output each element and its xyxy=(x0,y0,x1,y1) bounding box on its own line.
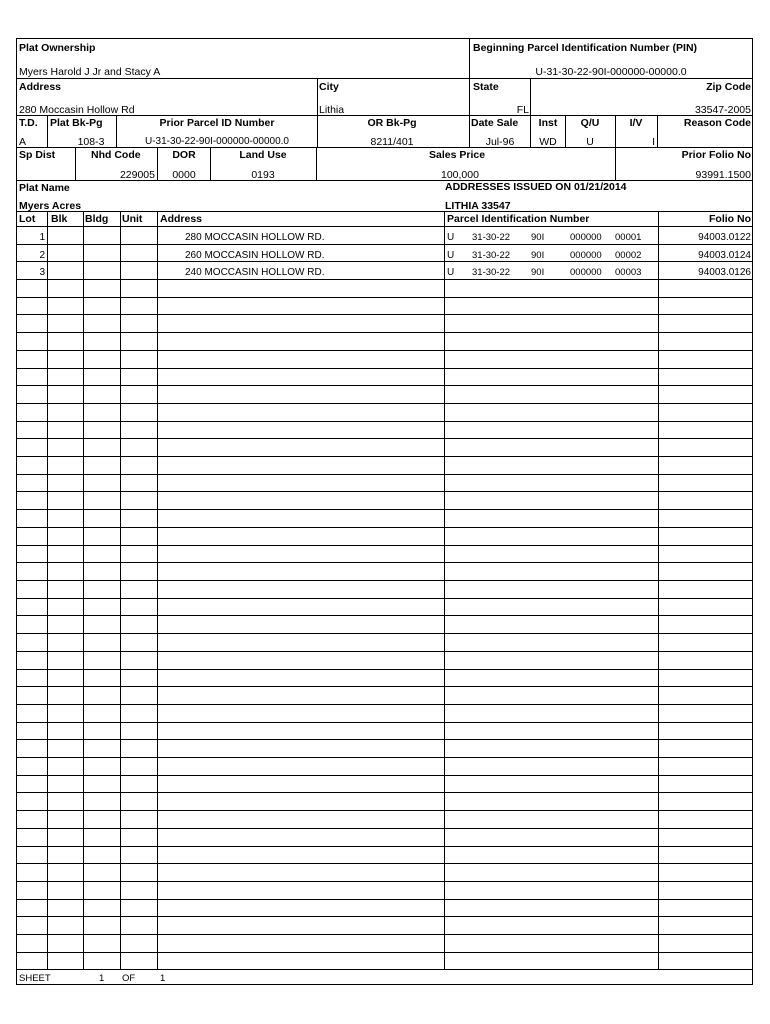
prior-folio-label: Prior Folio No xyxy=(681,149,751,161)
rule-line xyxy=(17,739,752,740)
rule-line xyxy=(565,115,566,147)
rule-line xyxy=(615,115,616,147)
rule-line xyxy=(83,211,84,969)
rule-line xyxy=(17,474,752,475)
divider xyxy=(17,180,752,181)
row-pin-blk: 000000 xyxy=(570,250,602,261)
plat-name-label: Plat Name xyxy=(19,182,70,194)
dor-label: DOR xyxy=(172,149,196,161)
rule-line xyxy=(17,846,752,847)
rule-line xyxy=(17,863,752,864)
rule-line xyxy=(116,115,117,147)
divider xyxy=(17,147,752,148)
row-address: 240 MOCCASIN HOLLOW RD. xyxy=(185,267,325,278)
issued-line: ADDRESSES ISSUED ON 01/21/2014 xyxy=(445,181,627,193)
row-pin-prefix: U xyxy=(447,250,455,261)
sheet-label: SHEET xyxy=(19,973,51,984)
inst-label: Inst xyxy=(538,117,558,129)
rule-line xyxy=(17,226,752,227)
rule-line xyxy=(17,385,752,386)
row-pin-str: 31-30-22 xyxy=(472,250,511,261)
nhd-code-value: 229005 xyxy=(119,169,155,181)
city-value: Lithia xyxy=(319,104,345,116)
row-pin-lot: 00002 xyxy=(615,250,642,261)
rule-line xyxy=(317,115,318,147)
rule-line xyxy=(17,669,752,670)
address-label: Address xyxy=(19,81,62,93)
beginning-pin: U-31-30-22-90I-000000-00000.0 xyxy=(535,66,687,78)
rule-line xyxy=(17,244,752,245)
iv-label: I/V xyxy=(629,117,643,129)
rule-line xyxy=(17,598,752,599)
rule-line xyxy=(17,314,752,315)
prior-parcel-value: U-31-30-22-90I-000000-00000.0 xyxy=(145,136,289,147)
prior-folio-value: 93991.1500 xyxy=(695,169,751,181)
dor-value: 0000 xyxy=(172,169,196,181)
rule-line xyxy=(317,78,318,115)
row-pin-lot: 00003 xyxy=(615,267,642,278)
or-bk-pg-label: OR Bk-Pg xyxy=(367,117,417,129)
row-folio: 94003.0124 xyxy=(698,250,751,261)
land-use-label: Land Use xyxy=(239,149,287,161)
plat-bk-pg-value: 108-3 xyxy=(77,136,105,148)
row-folio: 94003.0126 xyxy=(698,267,751,278)
rule-line xyxy=(17,350,752,351)
rule-line xyxy=(444,211,445,969)
rule-line xyxy=(17,633,752,634)
nhd-code-label: Nhd Code xyxy=(91,149,141,161)
or-bk-pg-value: 8211/401 xyxy=(370,136,414,148)
rule-line xyxy=(75,147,76,180)
reason-code-label: Reason Code xyxy=(683,117,751,129)
rule-line xyxy=(17,403,752,404)
sp-dist-label: Sp Dist xyxy=(19,149,56,161)
zip-value: 33547-2005 xyxy=(694,104,751,116)
rule-line xyxy=(17,810,752,811)
inst-value: WD xyxy=(539,136,557,148)
pin-label: Beginning Parcel Identification Number (PIN) xyxy=(473,42,698,54)
rule-line xyxy=(17,297,752,298)
rule-line xyxy=(17,261,752,262)
rule-line xyxy=(47,115,48,147)
row-pin-prefix: U xyxy=(447,267,455,278)
date-sale-value: Jul-96 xyxy=(485,136,515,148)
rule-line xyxy=(17,952,752,953)
date-sale-label: Date Sale xyxy=(471,117,519,129)
owner-name: Myers Harold J Jr and Stacy A xyxy=(19,66,161,78)
rule-line xyxy=(17,881,752,882)
plat-bk-pg-label: Plat Bk-Pg xyxy=(50,117,103,129)
zip-label: Zip Code xyxy=(706,81,751,93)
td-value: A xyxy=(19,136,27,148)
city-label: City xyxy=(319,81,339,93)
col-unit: Unit xyxy=(122,213,143,225)
rule-line xyxy=(17,775,752,776)
rule-line xyxy=(210,147,211,180)
of-label: OF xyxy=(122,973,136,984)
sheet-total: 1 xyxy=(160,973,166,984)
rule-line xyxy=(17,704,752,705)
rule-line xyxy=(17,969,752,970)
plat-ownership-label: Plat Ownership xyxy=(19,42,96,54)
rule-line xyxy=(17,562,752,563)
rule-line xyxy=(17,899,752,900)
iv-value: I xyxy=(652,136,655,148)
rule-line xyxy=(657,115,658,147)
col-blk: Blk xyxy=(51,213,68,225)
rule-line xyxy=(17,828,752,829)
col-lot: Lot xyxy=(19,213,36,225)
rule-line xyxy=(530,78,531,115)
rule-line xyxy=(17,438,752,439)
rule-line xyxy=(157,211,158,969)
rule-line xyxy=(17,686,752,687)
rule-line xyxy=(17,421,752,422)
row-pin-blk: 000000 xyxy=(570,267,602,278)
qu-label: Q/U xyxy=(580,117,600,129)
rule-line xyxy=(120,211,121,969)
rule-line xyxy=(316,147,317,180)
rule-line xyxy=(469,39,470,115)
rule-line xyxy=(17,934,752,935)
rule-line xyxy=(47,211,48,969)
sales-price-label: Sales Price xyxy=(429,149,486,161)
row-folio: 94003.0122 xyxy=(698,232,751,243)
row-lot: 2 xyxy=(39,250,45,261)
row-pin-sub: 90I xyxy=(531,267,545,278)
row-lot: 1 xyxy=(39,232,45,243)
row-address: 260 MOCCASIN HOLLOW RD. xyxy=(185,250,325,261)
row-pin-sub: 90I xyxy=(531,232,545,243)
rule-line xyxy=(17,580,752,581)
rule-line xyxy=(17,456,752,457)
rule-line xyxy=(530,115,531,147)
rule-line xyxy=(615,147,616,180)
rule-line xyxy=(658,211,659,969)
rule-line xyxy=(469,115,470,147)
row-lot: 3 xyxy=(39,267,45,278)
row-pin-sub: 90I xyxy=(531,250,545,261)
col-parcel-id: Parcel Identification Number xyxy=(447,213,590,225)
state-value: FL xyxy=(516,104,529,116)
plat-ownership-form xyxy=(16,38,753,985)
divider xyxy=(17,78,752,79)
row-pin-str: 31-30-22 xyxy=(472,267,511,278)
divider xyxy=(17,115,752,116)
rule-line xyxy=(17,651,752,652)
rule-line xyxy=(17,615,752,616)
sales-price-value: 100,000 xyxy=(441,169,479,181)
address-value: 280 Moccasin Hollow Rd xyxy=(19,104,135,116)
rule-line xyxy=(157,147,158,180)
divider xyxy=(17,211,752,212)
prior-parcel-label: Prior Parcel ID Number xyxy=(159,117,275,129)
rule-line xyxy=(17,332,752,333)
rule-line xyxy=(17,916,752,917)
col-folio: Folio No xyxy=(709,213,751,225)
qu-value: U xyxy=(586,136,594,148)
state-label: State xyxy=(473,81,499,93)
row-address: 280 MOCCASIN HOLLOW RD. xyxy=(185,232,325,243)
col-address: Address xyxy=(160,213,203,225)
row-pin-str: 31-30-22 xyxy=(472,232,511,243)
row-pin-lot: 00001 xyxy=(615,232,642,243)
plat-name-value: Myers Acres xyxy=(19,200,82,212)
rule-line xyxy=(17,722,752,723)
rule-line xyxy=(17,509,752,510)
rule-line xyxy=(17,545,752,546)
row-pin-prefix: U xyxy=(447,232,455,243)
city-zip-line: LITHIA 33547 xyxy=(445,200,511,212)
land-use-value: 0193 xyxy=(251,169,275,181)
rule-line xyxy=(17,757,752,758)
sheet-number: 1 xyxy=(99,973,105,984)
row-pin-blk: 000000 xyxy=(570,232,602,243)
rule-line xyxy=(17,527,752,528)
rule-line xyxy=(17,491,752,492)
rule-line xyxy=(17,368,752,369)
rule-line xyxy=(17,792,752,793)
td-label: T.D. xyxy=(19,117,38,129)
col-bldg: Bldg xyxy=(85,213,109,225)
rule-line xyxy=(17,279,752,280)
